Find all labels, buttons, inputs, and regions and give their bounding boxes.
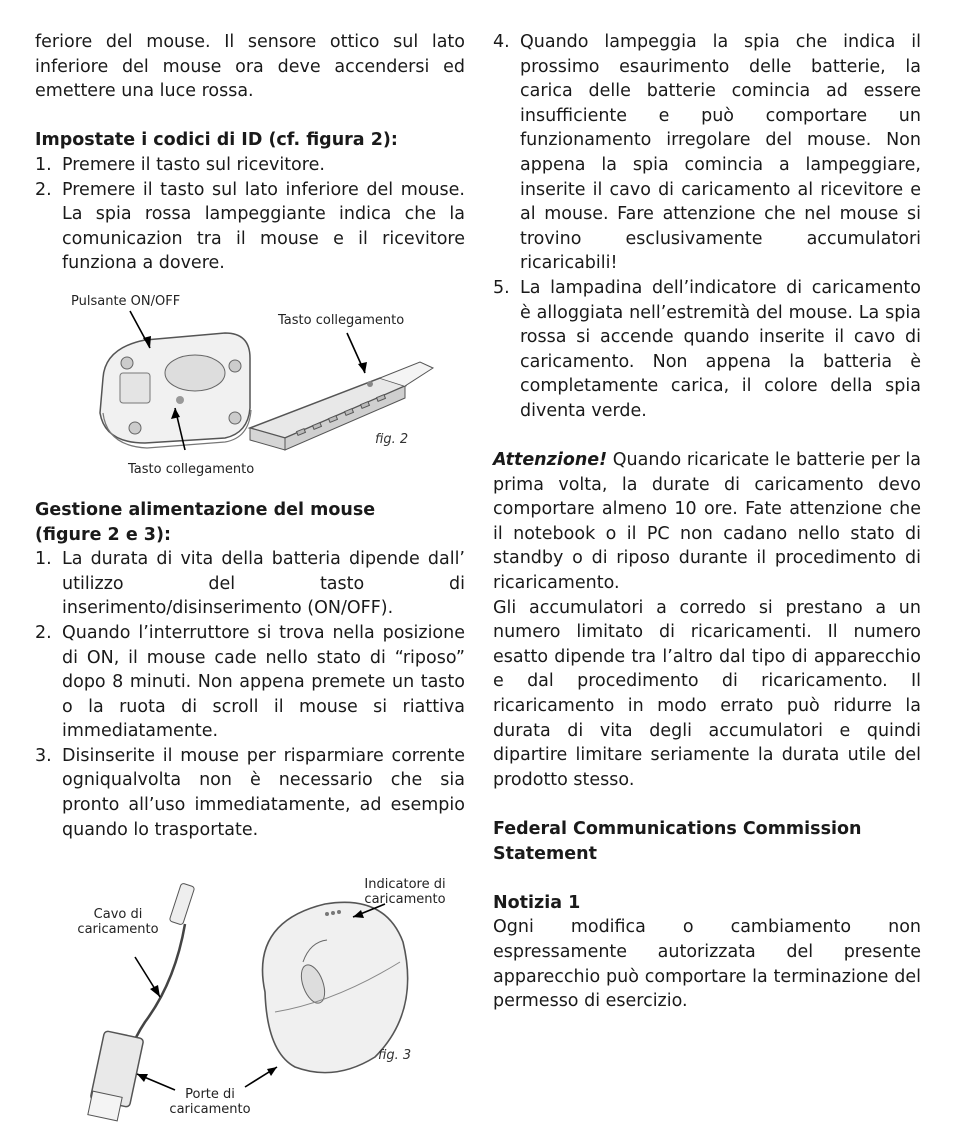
- fcc-heading-line1: Federal Communications Commission: [493, 819, 862, 839]
- label-onoff-button: Pulsante ON/OFF: [71, 293, 181, 309]
- list-item: 2. Quando l’interruttore si trova nella posizione di ON, il mouse cade nello stato di “riposo” dopo 8 minuti. Non appena premete un tasto o la ruota di scroll il mouse si riattiva immediatamente.: [35, 622, 465, 742]
- fcc-heading-line2: Statement: [493, 843, 597, 864]
- notice-heading: Notizia 1: [493, 892, 581, 913]
- power-heading-line1: Gestione alimentazione del mouse: [35, 499, 376, 520]
- power-steps-continued: [493, 30, 921, 424]
- list-item: 5. La lampadina dell’indicatore di caricamento è alloggiata nell’estremità del mouse. La spia rossa si accende quando inserite il cavo di caricamento. Non appena la batteria è completamente carica, il colore della spia diventa verde.: [493, 277, 921, 421]
- right-column: [493, 30, 921, 1014]
- list-item: 2. Premere il tasto sul lato inferiore del mouse. La spia rossa lampeggiante indica che la comunicazion tra il mouse e il ricevitore funziona a dovere.: [35, 179, 465, 274]
- figure-2: [35, 288, 465, 488]
- intro-paragraph: feriore del mouse. Il sensore ottico sul lato inferiore del mouse ora deve accendersi ed emettere una luce rossa.: [35, 32, 465, 102]
- label-charging-indicator: Indicatore di caricamento: [364, 877, 446, 908]
- figure-caption: fig. 2: [375, 431, 409, 447]
- list-item: 4. Quando lampeggia la spia che indica il prossimo esaurimento delle batterie, la carica delle batterie comincia ad essere insufficiente e può comportare un funzionamento irregolare del mouse. Non appena la spia comincia a lampeggiare, inserite il cavo di caricamento al ricevitore e al mouse. Fare attenzione che nel mouse si trovino esclusivamente accumulatori ricaricabili!: [493, 32, 921, 274]
- power-steps-list: [35, 547, 465, 842]
- id-steps-list: [35, 153, 465, 276]
- label-link-button-top: Tasto collegamento: [278, 312, 405, 328]
- label-charging-cable: Cavo di caricamento: [77, 907, 159, 938]
- label-charging-ports: Porte di caricamento: [169, 1087, 251, 1118]
- id-codes-heading: Impostate i codici di ID (cf. figura 2):: [35, 130, 398, 151]
- label-link-button-bottom: Tasto collegamento: [128, 461, 255, 477]
- attention-label: Attenzione!: [493, 450, 608, 471]
- notice-paragraph: Ogni modifica o cambiamento non espressamente autorizzata del presente apparecchio può comportare la terminazione del permesso di esercizio.: [493, 917, 921, 1012]
- left-column: [35, 30, 465, 1122]
- list-item: 3. Disinserite il mouse per risparmiare corrente ogniqualvolta non è necessario che sia pronto all’uso immediatamente, ad esempio quando lo trasportate.: [35, 745, 465, 840]
- list-item: 1. La durata di vita della batteria dipende dall’ utilizzo del tasto di inserimento/disinserimento (ON/OFF).: [35, 549, 465, 619]
- figure-3: [35, 862, 465, 1122]
- power-heading-line2: (figure 2 e 3):: [35, 524, 171, 545]
- figure-caption: fig. 3: [378, 1048, 412, 1064]
- attention-paragraph: Attenzione! Quando ricaricate le batterie per la prima volta, la durate di caricamento devo comportare almeno 10 ore. Fate attenzione che il notebook o il PC non cadano nello stato di standby o di riposo durante il procedimento di ricaricamento.: [493, 450, 921, 594]
- list-item: 1. Premere il tasto sul ricevitore.: [35, 154, 325, 175]
- accumulators-paragraph: Gli accumulatori a corredo si prestano a un numero limitato di ricaricamenti. Il numero esatto dipende tra l’altro dal tipo di apparecchio e dal procedimento di ricaricamento. Il ricaricamento in modo errato può ridurre la durata di vita degli accumulatori e quindi dipartire limitare seriamente la durata utile del prodotto stesso.: [493, 597, 921, 790]
